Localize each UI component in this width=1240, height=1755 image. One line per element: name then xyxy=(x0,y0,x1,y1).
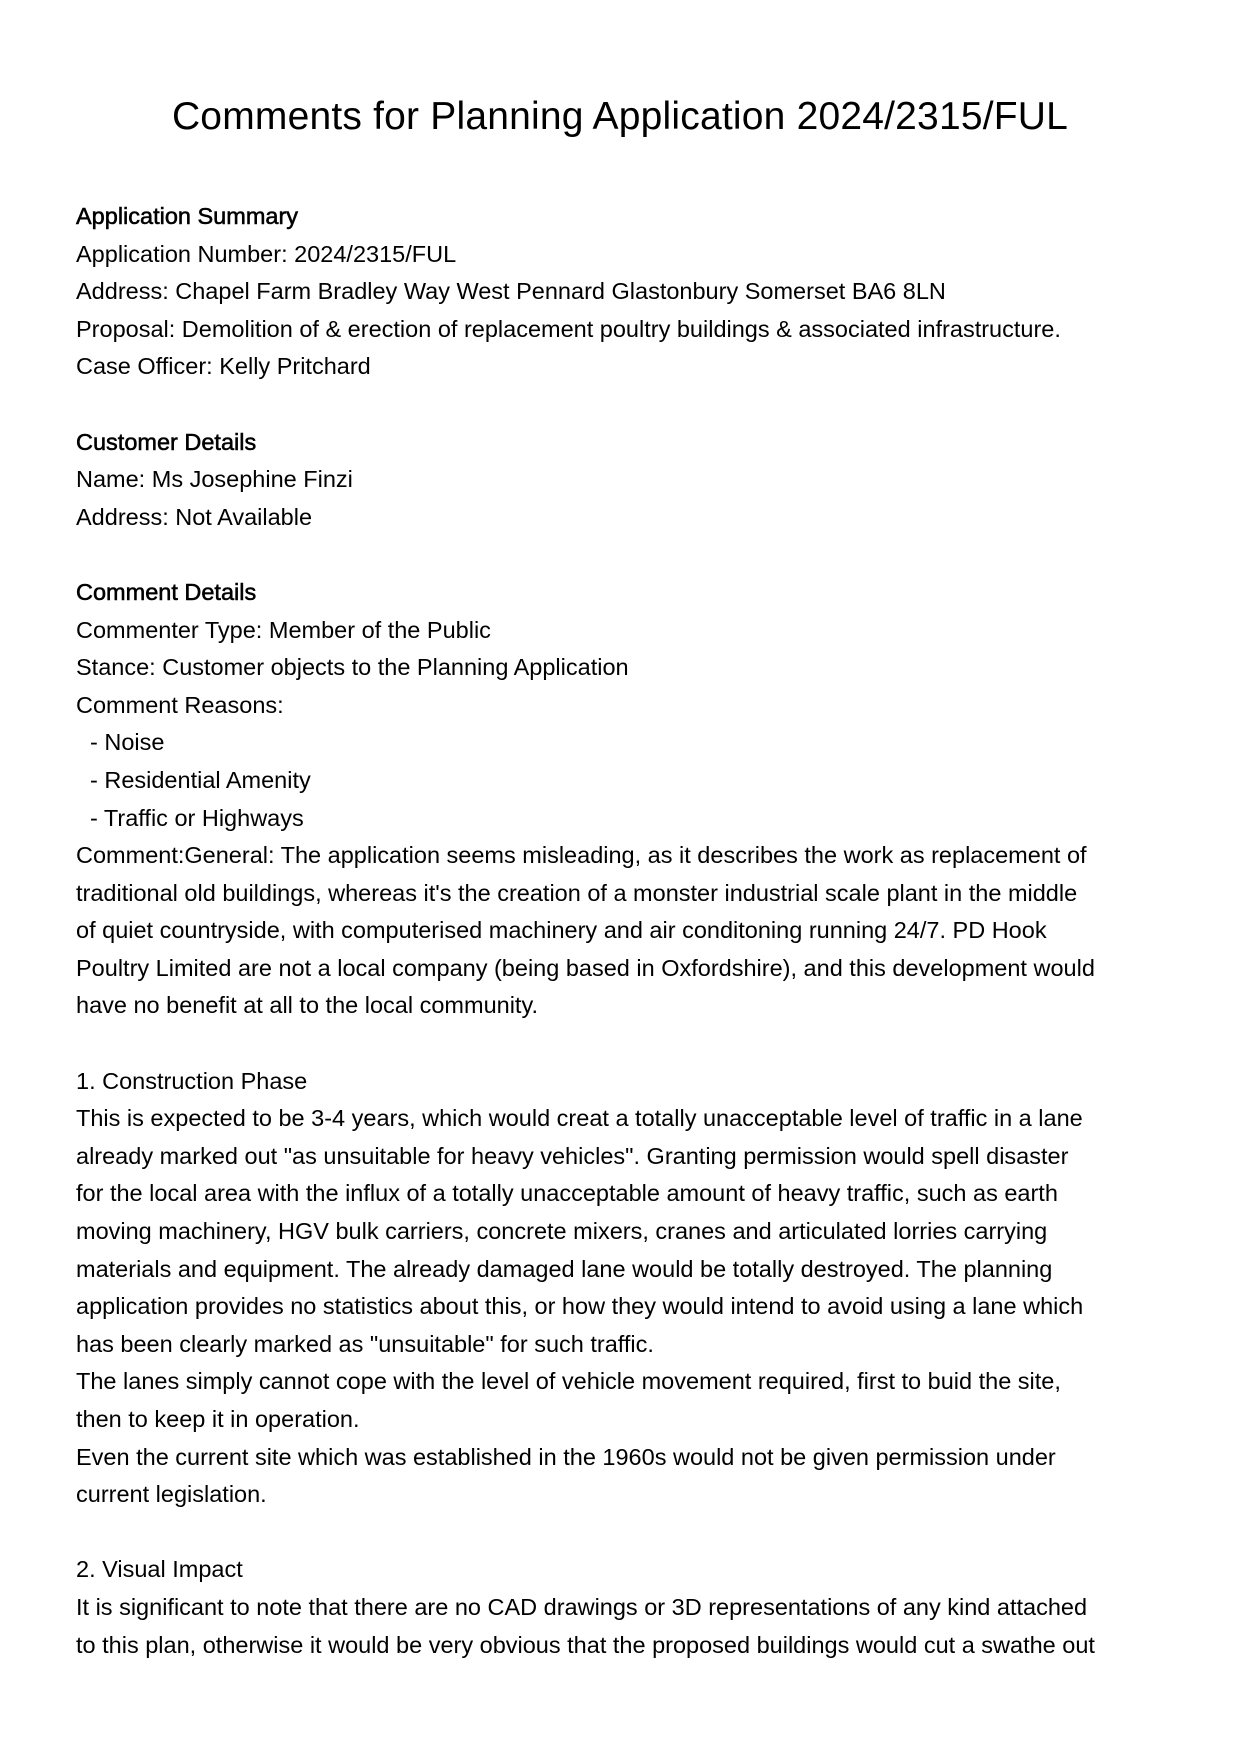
comment-text-line: current legislation. xyxy=(76,1481,267,1508)
application-summary-heading: Application Summary xyxy=(76,203,299,229)
document-body xyxy=(76,198,1186,1664)
comment-text-line: It is significant to note that there are no CAD drawings or 3D representations of any kind attached xyxy=(76,1593,1088,1620)
customer-name: Name: Ms Josephine Finzi xyxy=(76,466,353,493)
construction-phase-heading: 1. Construction Phase xyxy=(76,1067,308,1094)
visual-impact-heading: 2. Visual Impact xyxy=(76,1556,243,1583)
case-officer: Case Officer: Kelly Pritchard xyxy=(76,353,371,380)
spacer xyxy=(76,1514,1186,1552)
stance: Stance: Customer objects to the Planning Application xyxy=(76,654,629,681)
page-title: Comments for Planning Application 2024/2315/FUL xyxy=(171,95,1069,138)
application-address: Address: Chapel Farm Bradley Way West Pennard Glastonbury Somerset BA6 8LN xyxy=(76,278,946,305)
comment-text-line: to this plan, otherwise it would be very obvious that the proposed buildings would cut a swathe out xyxy=(76,1631,1095,1658)
comment-text-line: moving machinery, HGV bulk carriers, concrete mixers, cranes and articulated lorries carrying xyxy=(76,1218,1048,1245)
comment-text-line: for the local area with the influx of a totally unacceptable amount of heavy traffic, such as earth xyxy=(76,1180,1058,1207)
comment-text-line: Comment:General: The application seems misleading, as it describes the work as replacement of xyxy=(76,842,1087,869)
comment-text-line: The lanes simply cannot cope with the level of vehicle movement required, first to buid the site, xyxy=(76,1368,1061,1395)
comment-reason-item: - Residential Amenity xyxy=(90,766,311,793)
comment-text-line: application provides no statistics about this, or how they would intend to avoid using a lane which xyxy=(76,1293,1084,1320)
comment-text-line: traditional old buildings, whereas it's the creation of a monster industrial scale plant in the middle xyxy=(76,879,1078,906)
comment-reasons-label: Comment Reasons: xyxy=(76,691,284,718)
comment-general-paragraph xyxy=(76,837,1186,1025)
application-summary-section xyxy=(76,198,1186,386)
comment-text-line: then to keep it in operation. xyxy=(76,1406,360,1432)
application-proposal: Proposal: Demolition of & erection of replacement poultry buildings & associated infrastructure. xyxy=(76,315,1061,342)
comment-reason-item: - Noise xyxy=(90,729,165,756)
application-number: Application Number: 2024/2315/FUL xyxy=(76,240,457,267)
spacer xyxy=(76,536,1186,574)
spacer xyxy=(76,386,1186,424)
comment-text-line: Poultry Limited are not a local company (being based in Oxfordshire), and this development would xyxy=(76,954,1095,981)
comment-reason-item: - Traffic or Highways xyxy=(90,804,304,831)
comment-details-section xyxy=(76,574,1186,1664)
comment-details-heading: Comment Details xyxy=(76,578,257,605)
comment-text-line: has been clearly marked as "unsuitable" for such traffic. xyxy=(76,1330,654,1357)
visual-impact-paragraph xyxy=(76,1551,1186,1664)
comment-text-line: of quiet countryside, with computerised machinery and air conditoning running 24/7. PD Hook xyxy=(76,917,1047,944)
customer-details-section xyxy=(76,424,1186,537)
construction-phase-paragraph xyxy=(76,1063,1186,1514)
comment-text-line: Even the current site which was established in the 1960s would not be given permission under xyxy=(76,1443,1056,1470)
comment-text-line: already marked out "as unsuitable for heavy vehicles". Granting permission would spell disaster xyxy=(76,1142,1069,1169)
comment-text-line: materials and equipment. The already damaged lane would be totally destroyed. The planning xyxy=(76,1255,1053,1282)
customer-address: Address: Not Available xyxy=(76,503,313,530)
comment-text-line: This is expected to be 3-4 years, which would creat a totally unacceptable level of traffic in a lane xyxy=(76,1105,1083,1132)
commenter-type: Commenter Type: Member of the Public xyxy=(76,616,491,643)
spacer xyxy=(76,1025,1186,1063)
customer-details-heading: Customer Details xyxy=(76,428,257,455)
comment-text-line: have no benefit at all to the local community. xyxy=(76,992,538,1019)
